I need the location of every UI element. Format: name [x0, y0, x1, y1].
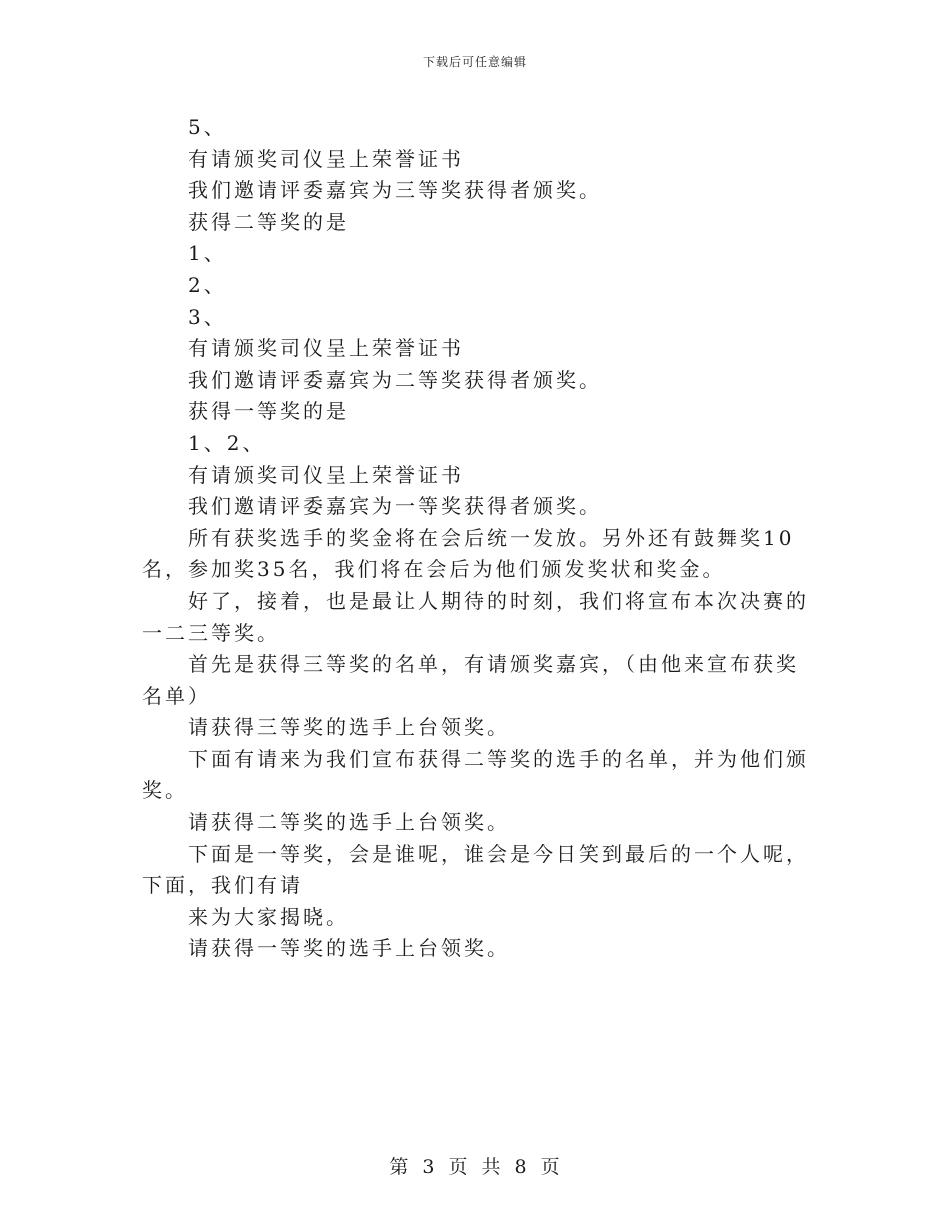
paragraph: 首先是获得三等奖的名单，有请颁奖嘉宾，（由他来宣布获奖名单）: [142, 652, 799, 708]
page-footer: 第 3 页 共 8 页: [389, 1156, 561, 1178]
paragraph: 3、: [188, 304, 227, 329]
paragraph: 1、2、: [188, 430, 266, 455]
paragraph: 我们邀请评委嘉宾为一等奖获得者颁奖。: [188, 494, 602, 519]
paragraph: 获得一等奖的是: [188, 399, 349, 424]
document-body: [142, 112, 810, 965]
paragraph: 来为大家揭晓。: [188, 904, 349, 929]
paragraph: 1、: [188, 241, 227, 266]
paragraph: 有请颁奖司仪呈上荣誉证书: [188, 336, 464, 361]
paragraph: 所有获奖选手的奖金将在会后统一发放。另外还有鼓舞奖10名，参加奖35名，我们将在会后为他们颁发奖状和奖金。: [142, 525, 795, 582]
paragraph: 获得二等奖的是: [188, 209, 349, 234]
paragraph: 5、: [188, 115, 227, 139]
paragraph: 下面有请来为我们宣布获得二等奖的选手的名单，并为他们颁奖。: [142, 746, 809, 803]
page-header: 下载后可任意编辑: [422, 55, 527, 69]
paragraph: 请获得三等奖的选手上台领奖。: [188, 715, 510, 740]
paragraph: 好了，接着，也是最让人期待的时刻，我们将宣布本次决赛的一二三等奖。: [142, 588, 809, 645]
paragraph: 请获得二等奖的选手上台领奖。: [188, 810, 510, 835]
paragraph: 我们邀请评委嘉宾为二等奖获得者颁奖。: [188, 367, 602, 392]
paragraph: 请获得一等奖的选手上台领奖。: [188, 936, 510, 961]
paragraph: 下面是一等奖，会是谁呢，谁会是今日笑到最后的一个人呢，下面，我们有请: [142, 841, 809, 898]
paragraph: 有请颁奖司仪呈上荣誉证书: [188, 146, 464, 171]
paragraph: 2、: [188, 272, 227, 297]
paragraph: 有请颁奖司仪呈上荣誉证书: [188, 462, 464, 487]
paragraph: 我们邀请评委嘉宾为三等奖获得者颁奖。: [188, 178, 602, 203]
